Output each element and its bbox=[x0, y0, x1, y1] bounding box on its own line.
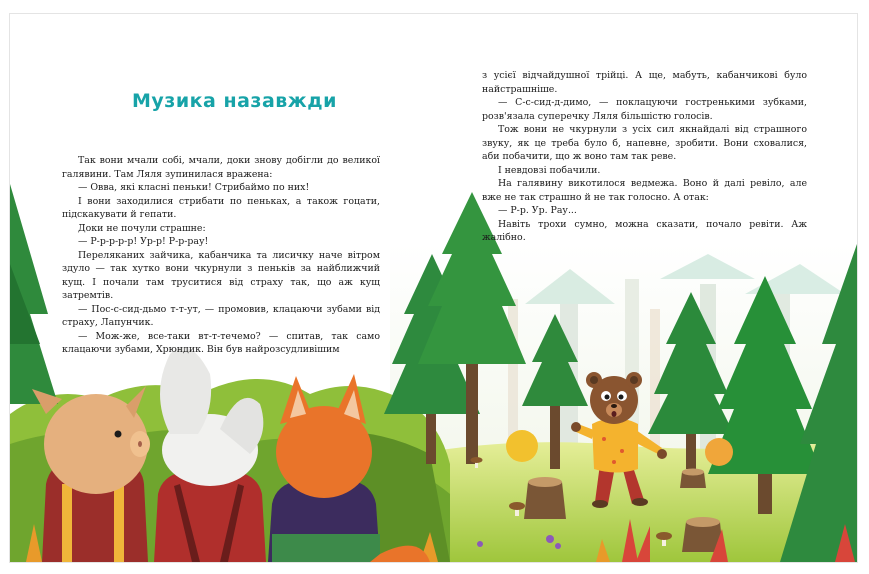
paragraph: — Р-р. Ур. Рау... bbox=[498, 205, 577, 216]
paragraph: — С-с-сид-д-димо, — поклацуючи гостренькими зубками, розв'язала суперечку Ляля більшістю голосів. bbox=[482, 97, 807, 122]
paragraph: Навіть трохи сумно, можна сказати, почало ревіти. Аж жалібно. bbox=[482, 218, 807, 243]
left-column-text bbox=[62, 154, 380, 357]
paragraph: І невдовзі побачили. bbox=[498, 164, 601, 176]
paragraph: — Пос-с-сид-дьмо т-т-ут, — промовив, клацаючи зубами від страху, Лапунчик. bbox=[62, 303, 380, 328]
pine-tree bbox=[10, 184, 58, 404]
orange-bush bbox=[705, 438, 733, 466]
paragraph: Переляканих зайчика, кабанчика та лисичку наче вітром здуло — так хутко вони чкурнули з пеньків за найближчий кущ. І почали там труситися від страху так, що аж кущ затремтів. bbox=[62, 249, 380, 301]
page-title: Музика назавжди bbox=[132, 90, 337, 112]
tree-stump bbox=[524, 477, 566, 519]
paragraph: Доки не почули страшне: bbox=[78, 222, 206, 234]
paragraph: Тож вони не чкурнули з усіх сил якнайдалі від страшного звуку, як це треба було б, напевне, зробити. Вони сховалися, аби побачити, що ж воно там так реве. bbox=[482, 124, 807, 162]
paragraph: — Р-р-р-р-р! Ур-р! Р-р-рау! bbox=[78, 236, 209, 247]
right-column-text bbox=[482, 69, 807, 245]
paragraph: з усієї відчайдушної трійці. А ще, мабуть, кабанчикові було найстрашніше. bbox=[482, 70, 807, 95]
tree-stump bbox=[680, 469, 706, 489]
paragraph: На галявину викотилося ведмежа. Воно й далі ревіло, але вже не так страшно й не так голосно. А отак: bbox=[482, 178, 807, 203]
yellow-bush bbox=[506, 430, 538, 462]
paragraph: І вони заходилися стрибати по пеньках, а також гоцати, підскакувати й гепати. bbox=[62, 195, 380, 220]
paragraph: — Овва, які класні пеньки! Стрибаймо по них! bbox=[78, 182, 310, 193]
paragraph: Так вони мчали собі, мчали, доки знову добігли до великої галявини. Там Ляля зупинилася вражена: bbox=[62, 155, 380, 180]
paragraph: — Мож-же, все-таки вт-т-течемо? — спитав, так само клацаючи зубами, Хрюндик. Він був найрозсудливішим bbox=[62, 330, 380, 355]
book-spread bbox=[10, 14, 857, 562]
